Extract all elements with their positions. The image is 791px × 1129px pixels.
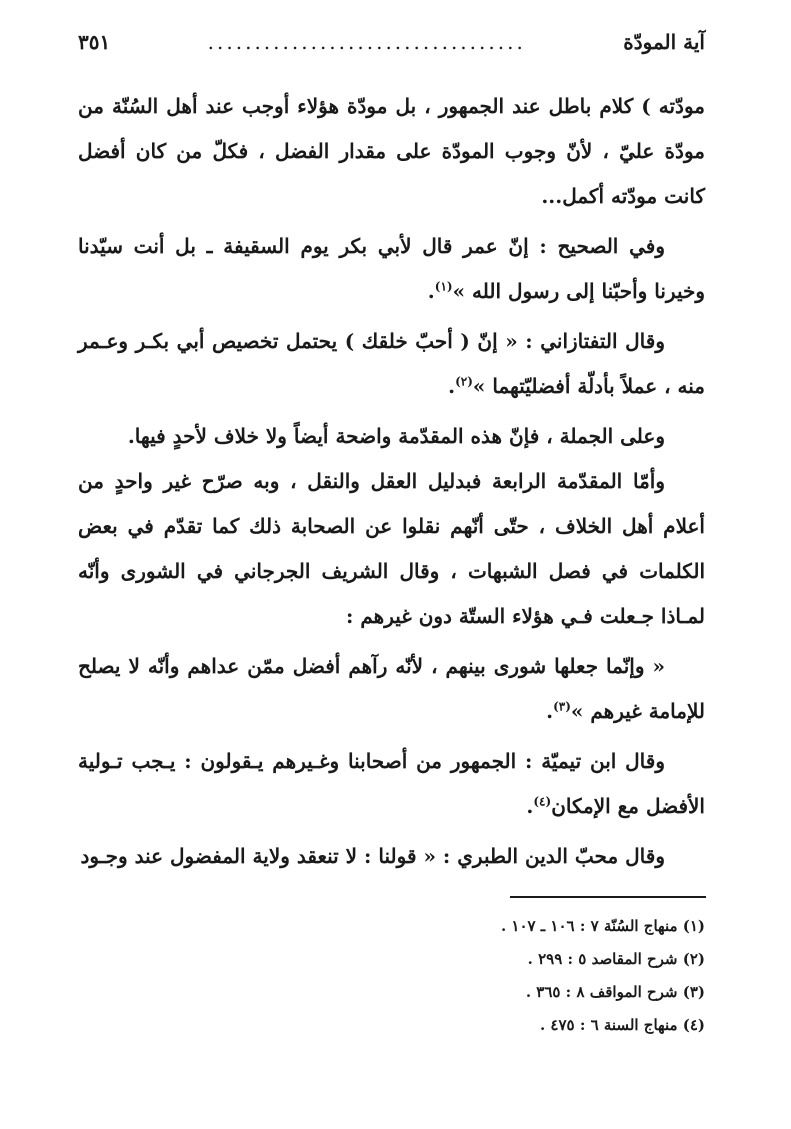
- period: .: [448, 374, 456, 398]
- paragraph-6: [78, 644, 705, 734]
- paragraph-7: [78, 739, 705, 829]
- paragraph-2: [78, 224, 705, 314]
- footnote-3: (٣) شرح المواقف ٨ : ٣٦٥ .: [525, 983, 705, 1001]
- footnotes: [78, 910, 705, 1042]
- footnote-ref-1: (١): [434, 279, 453, 294]
- paragraph-4: وعلى الجملة ، فإنّ هذه المقدّمة واضحة أيضاً ولا خلاف لأحدٍ فيها.: [127, 424, 665, 448]
- header-title: آية المودّة: [623, 30, 705, 54]
- paragraph-5: وأمّا المقدّمة الرابعة فبدليل العقل والنقل ، وبه صرّح غير واحدٍ من أعلام أهل الخلاف ، حتّى أنّهم نقلوا عن الصحابة ذلك كما تقدّم في بعض الكلمات في فصل الشبهات ، وقال الشريف الجرجاني في الشورى وأنّه لمـاذا جـعلت فـي هؤلاء الستّة دون غيرهم :: [78, 469, 705, 628]
- header-leader-dots: ..................................: [207, 30, 526, 54]
- footnote-ref-4: (٤): [533, 794, 552, 809]
- footnote-4: (٤) منهاج السنة ٦ : ٤٧٥ .: [539, 1016, 705, 1034]
- footnote-separator: [510, 896, 706, 898]
- paragraph-3-text: وقال التفتازاني : « إنّ ( أحبّ خلقك ) يحتمل تخصيص أبي بكـر وعـمر منه ، عملاً بأدلّة أفضليّتهما »: [78, 329, 705, 398]
- footnote-1: (١) منهاج السُنّة ٧ : ١٠٦ ـ ١٠٧ .: [500, 917, 705, 935]
- footnote-ref-2: (٢): [455, 374, 473, 389]
- main-text: [78, 84, 705, 879]
- paragraph-3: [78, 319, 705, 409]
- paragraph-7-text: وقال ابن تيميّة : الجمهور من أصحابنا وغـيرهم يـقولون : يـجب تـولية الأفضل مع الإمكان: [78, 749, 705, 818]
- period: .: [427, 279, 435, 303]
- footnote-2: (٢) شرح المقاصد ٥ : ٢٩٩ .: [527, 950, 705, 968]
- running-header: [78, 30, 705, 60]
- page-number: ٣٥١: [78, 30, 111, 54]
- paragraph-1: مودّته ) كلام باطل عند الجمهور ، بل مودّة هؤلاء أوجب عند أهل السُنّة من مودّة عليّ ، لأنّ وجوب المودّة على مقدار الفضل ، فكلّ من كان أفضل كانت مودّته أكمل...: [78, 94, 705, 208]
- footnote-ref-3: (٣): [553, 699, 571, 714]
- paragraph-2-text: وفي الصحيح : إنّ عمر قال لأبي بكر يوم السقيفة ـ بل أنت سيّدنا وخيرنا وأحبّنا إلى رسول الله »: [78, 234, 705, 303]
- period: .: [526, 794, 534, 818]
- period: .: [546, 699, 554, 723]
- paragraph-8: وقال محبّ الدين الطبري : « قولنا : لا تنعقد ولاية المفضول عند وجـود: [80, 844, 665, 868]
- paragraph-6-text: « وإنّما جعلها شورى بينهم ، لأنّه رآهم أفضل ممّن عداهم وأنّه لا يصلح للإمامة غيرهم »: [78, 654, 705, 723]
